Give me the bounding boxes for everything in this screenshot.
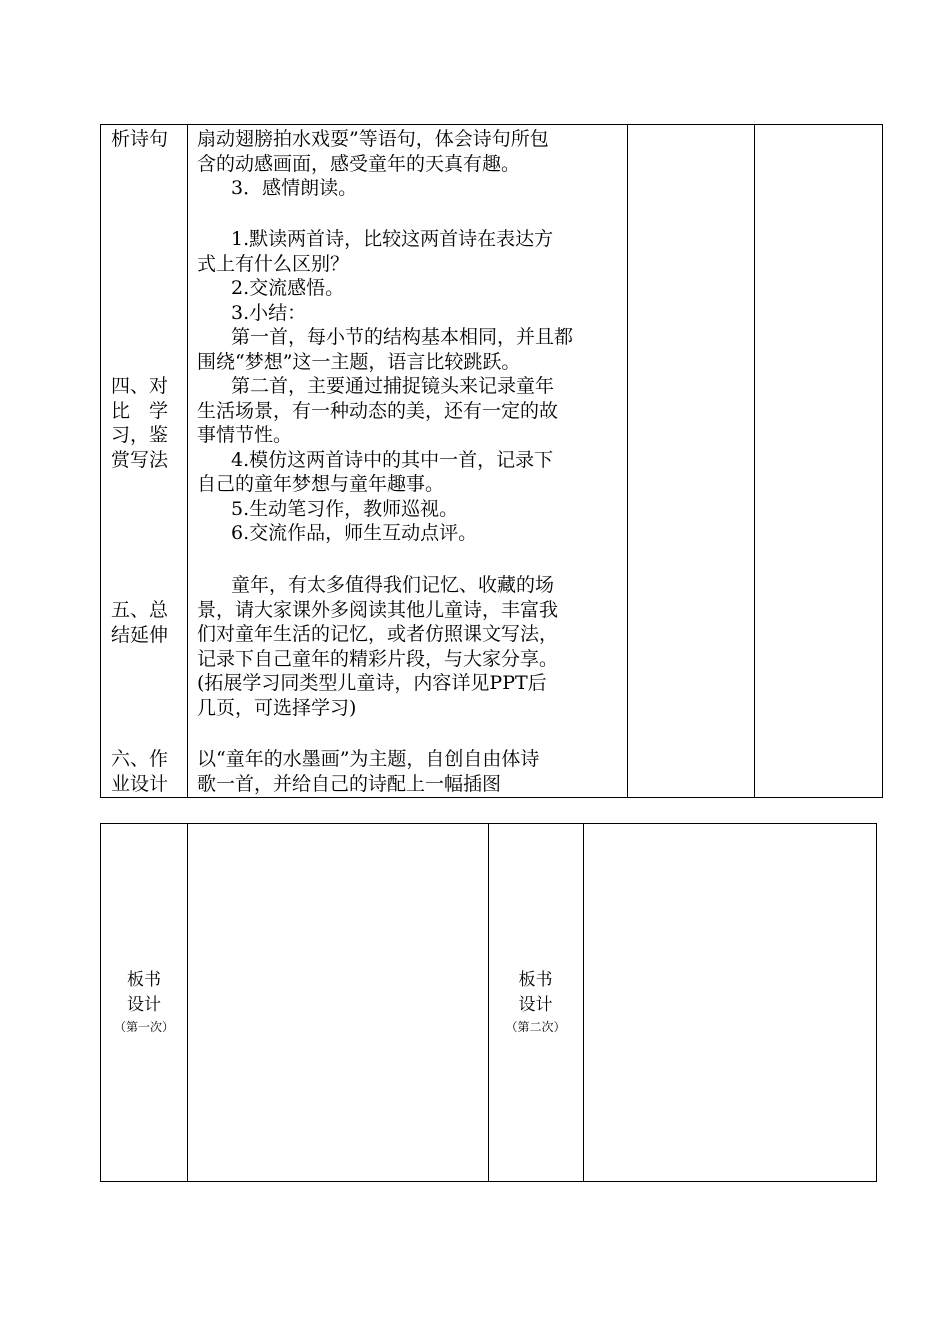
- content-line: 扇动翅膀拍水戏耍”等语句，体会诗句所包: [197, 128, 549, 150]
- row-label-line: 业设计: [111, 772, 169, 795]
- row-label-line: 习，鉴: [111, 424, 169, 446]
- board-design-label-second: [488, 968, 583, 1036]
- content-line: 以“童年的水墨画”为主题，自创自由体诗: [197, 748, 540, 770]
- row-label-compare-learn: [111, 374, 177, 472]
- board-design-area-second: [584, 824, 876, 1181]
- board-label-line: 板书: [518, 970, 553, 990]
- content-line: 1.默读两首诗，比较这两首诗在表达方: [231, 228, 554, 250]
- content-line: 4.模仿这两首诗中的其中一首，记录下: [231, 448, 554, 471]
- content-line: 景，请大家课外多阅读其他儿童诗，丰富我: [197, 598, 559, 621]
- board-design-table: [100, 823, 877, 1182]
- row-label-line: 五、总: [111, 599, 169, 621]
- row-label-line: 结延伸: [111, 623, 169, 646]
- content-line: 3．感情朗读。: [231, 177, 358, 199]
- row-label-analyze-poem: [111, 127, 177, 152]
- board-label-line: 设计: [127, 995, 161, 1015]
- row-content-summary: [197, 573, 622, 720]
- row-label-line: 析诗句: [111, 128, 169, 150]
- content-line: (拓展学习同类型儿童诗，内容详见PPT后: [197, 672, 547, 694]
- board-label-note: （第一次）: [113, 1020, 174, 1034]
- content-line: 几页，可选择学习): [197, 696, 357, 719]
- lesson-plan-table: [100, 124, 883, 798]
- row-label-line: 赏写法: [111, 448, 169, 471]
- content-line: 生活场景，有一种动态的美，还有一定的故: [197, 399, 559, 422]
- content-line: 记录下自己童年的精彩片段，与大家分享。: [197, 647, 559, 670]
- column-divider: [627, 125, 628, 797]
- row-content-homework: [197, 747, 622, 796]
- content-line: 歌一首，并给自己的诗配上一幅插图: [197, 772, 502, 795]
- column-divider: [187, 125, 188, 797]
- content-line: 含的动感画面，感受童年的天真有趣。: [197, 152, 521, 175]
- board-label-line: 设计: [518, 995, 553, 1015]
- content-line: 3.小结：: [231, 301, 307, 324]
- content-line: 自己的童年梦想与童年趣事。: [197, 473, 445, 495]
- row-label-homework: [111, 747, 177, 796]
- content-line: 童年，有太多值得我们记忆、收藏的场: [231, 574, 555, 596]
- content-line: 式上有什么区别？: [197, 252, 350, 275]
- board-design-area-first: [188, 824, 488, 1181]
- content-line: 2.交流感悟。: [231, 277, 345, 299]
- content-line: 6.交流作品，师生互动点评。: [231, 522, 478, 544]
- row-content-analyze-poem: [197, 127, 622, 201]
- board-label-note: （第二次）: [505, 1020, 566, 1034]
- board-label-line: 板书: [127, 970, 161, 990]
- column-divider: [754, 125, 755, 797]
- content-line: 第一首，每小节的结构基本相同，并且都: [231, 326, 574, 348]
- content-line: 围绕“梦想”这一主题，语言比较跳跃。: [197, 350, 521, 373]
- content-line: 事情节性。: [197, 424, 293, 446]
- row-content-compare-learn: [197, 227, 622, 546]
- content-line: 5.生动笔习作，教师巡视。: [231, 497, 459, 520]
- row-label-line: 六、作: [111, 748, 169, 770]
- row-label-line: 四、对: [111, 375, 169, 397]
- row-label-summary: [111, 598, 177, 647]
- content-line: 们对童年生活的记忆，或者仿照课文写法，: [197, 623, 559, 645]
- content-line: 第二首，主要通过捕捉镜头来记录童年: [231, 375, 555, 397]
- board-design-label-first: [101, 968, 187, 1036]
- row-label-line: 比 学: [111, 399, 169, 422]
